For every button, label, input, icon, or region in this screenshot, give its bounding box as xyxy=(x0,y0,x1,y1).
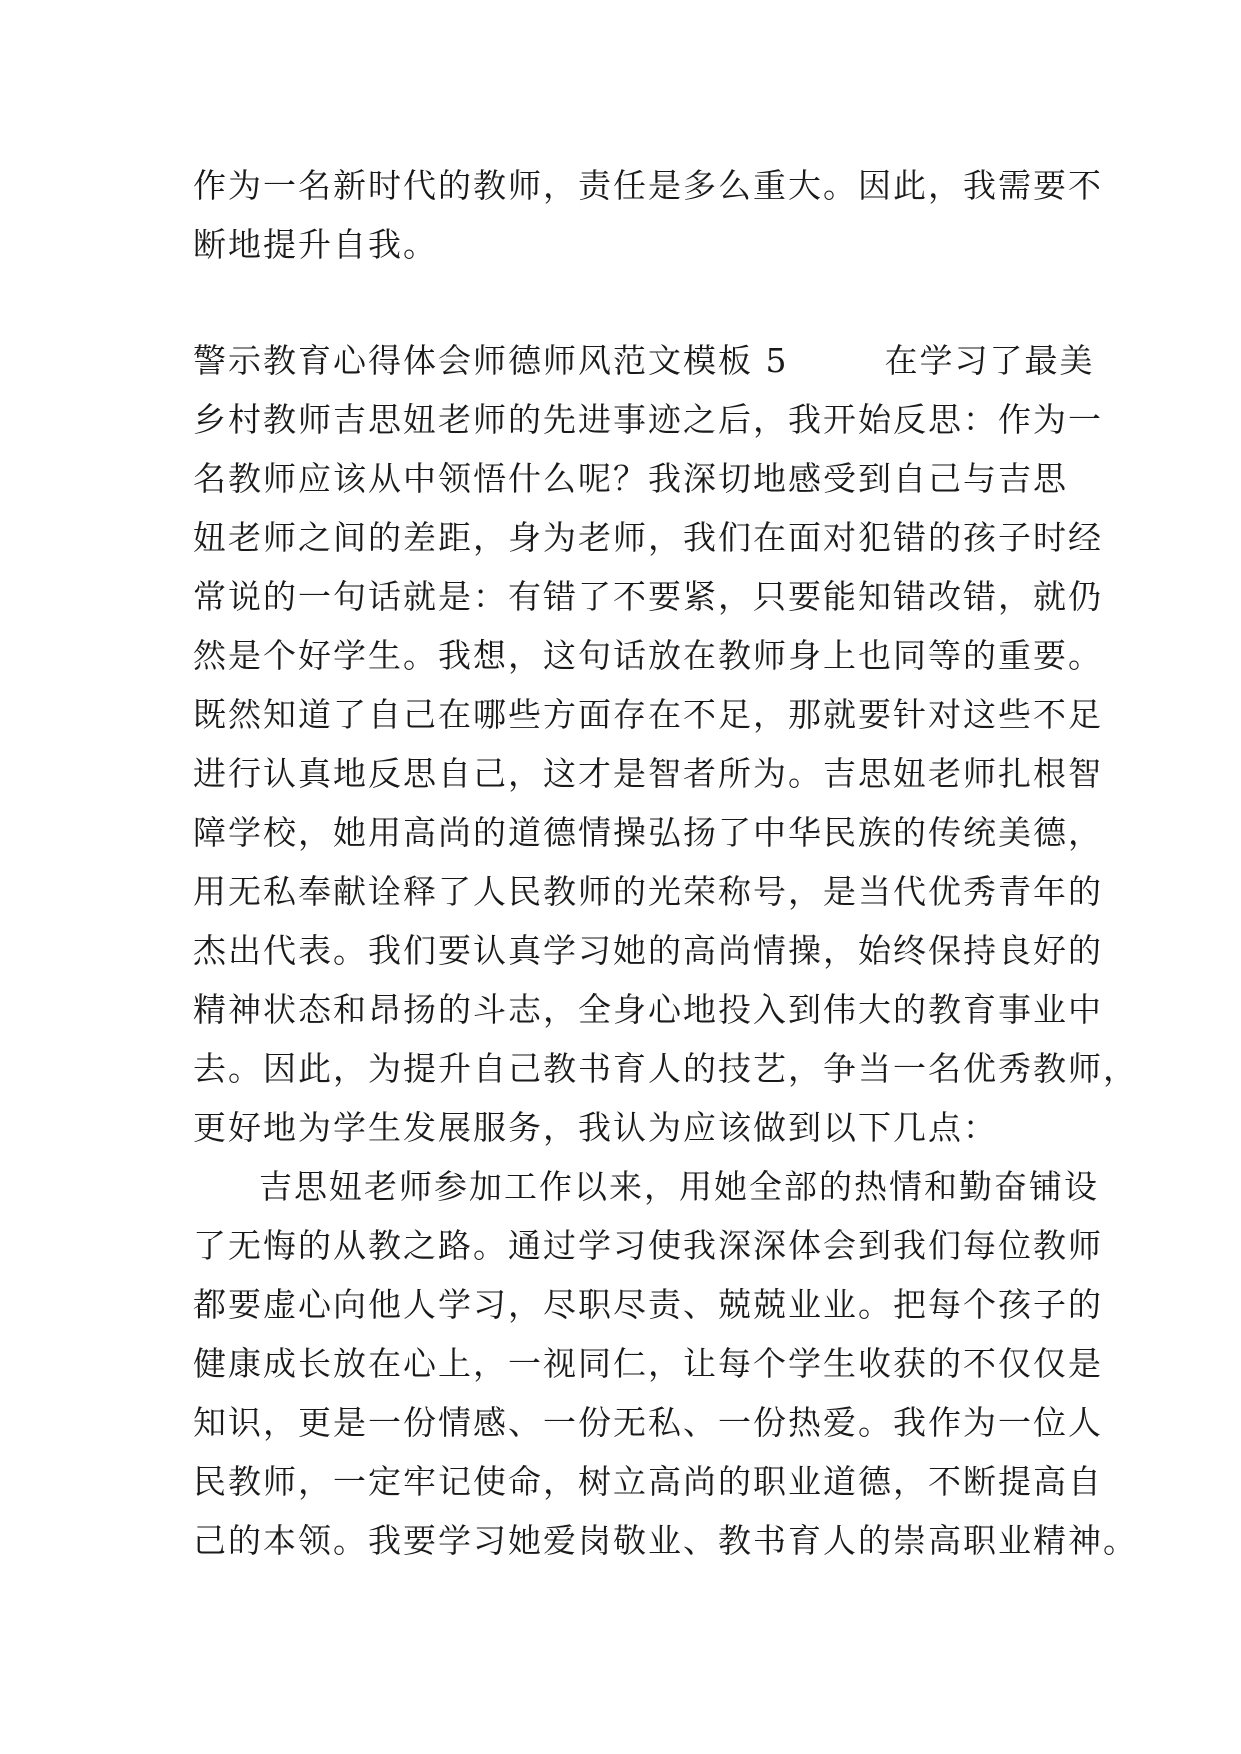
text-line: 健康成长放在心上，一视同仁，让每个学生收获的不仅仅是 xyxy=(193,1344,1103,1383)
text-line: 既然知道了自己在哪些方面存在不足，那就要针对这些不足 xyxy=(193,695,1103,734)
paragraph-1 xyxy=(193,156,1103,274)
text-line: 名教师应该从中领悟什么呢？我深切地感受到自己与吉思 xyxy=(193,459,1068,498)
section-title: 警示教育心得体会师德师风范文模板 5 xyxy=(193,341,789,380)
text-fragment: 在学习了最美 xyxy=(884,341,1095,380)
text-line: 了无悔的从教之路。通过学习使我深深体会到我们每位教师 xyxy=(193,1226,1103,1265)
text-line: 乡村教师吉思妞老师的先进事迹之后，我开始反思：作为一 xyxy=(193,400,1103,439)
text-line: 更好地为学生发展服务，我认为应该做到以下几点： xyxy=(193,1108,998,1147)
heading-line xyxy=(193,331,1095,390)
text-line: 知识，更是一份情感、一份无私、一份热爱。我作为一位人 xyxy=(193,1403,1103,1442)
paragraph-2 xyxy=(193,331,1138,1570)
text-line: 然是个好学生。我想，这句话放在教师身上也同等的重要。 xyxy=(193,636,1103,675)
text-line: 用无私奉献诠释了人民教师的光荣称号，是当代优秀青年的 xyxy=(193,872,1103,911)
text-line: 障学校，她用高尚的道德情操弘扬了中华民族的传统美德， xyxy=(193,813,1103,852)
text-line: 精神状态和昂扬的斗志，全身心地投入到伟大的教育事业中 xyxy=(193,990,1103,1029)
text-line: 断地提升自我。 xyxy=(193,225,438,264)
text-line: 去。因此，为提升自己教书育人的技艺，争当一名优秀教师， xyxy=(193,1049,1138,1088)
text-line: 民教师，一定牢记使命，树立高尚的职业道德，不断提高自 xyxy=(193,1462,1103,1501)
text-line: 吉思妞老师参加工作以来，用她全部的热情和勤奋铺设 xyxy=(259,1167,1099,1206)
text-line: 杰出代表。我们要认真学习她的高尚情操，始终保持良好的 xyxy=(193,931,1103,970)
text-line: 己的本领。我要学习她爱岗敬业、教书育人的崇高职业精神。 xyxy=(193,1521,1138,1560)
text-line: 进行认真地反思自己，这才是智者所为。吉思妞老师扎根智 xyxy=(193,754,1103,793)
text-line: 作为一名新时代的教师，责任是多么重大。因此，我需要不 xyxy=(193,166,1103,205)
text-line: 都要虚心向他人学习，尽职尽责、兢兢业业。把每个孩子的 xyxy=(193,1285,1103,1324)
text-line: 常说的一句话就是：有错了不要紧，只要能知错改错，就仍 xyxy=(193,577,1103,616)
text-line: 妞老师之间的差距，身为老师，我们在面对犯错的孩子时经 xyxy=(193,518,1103,557)
